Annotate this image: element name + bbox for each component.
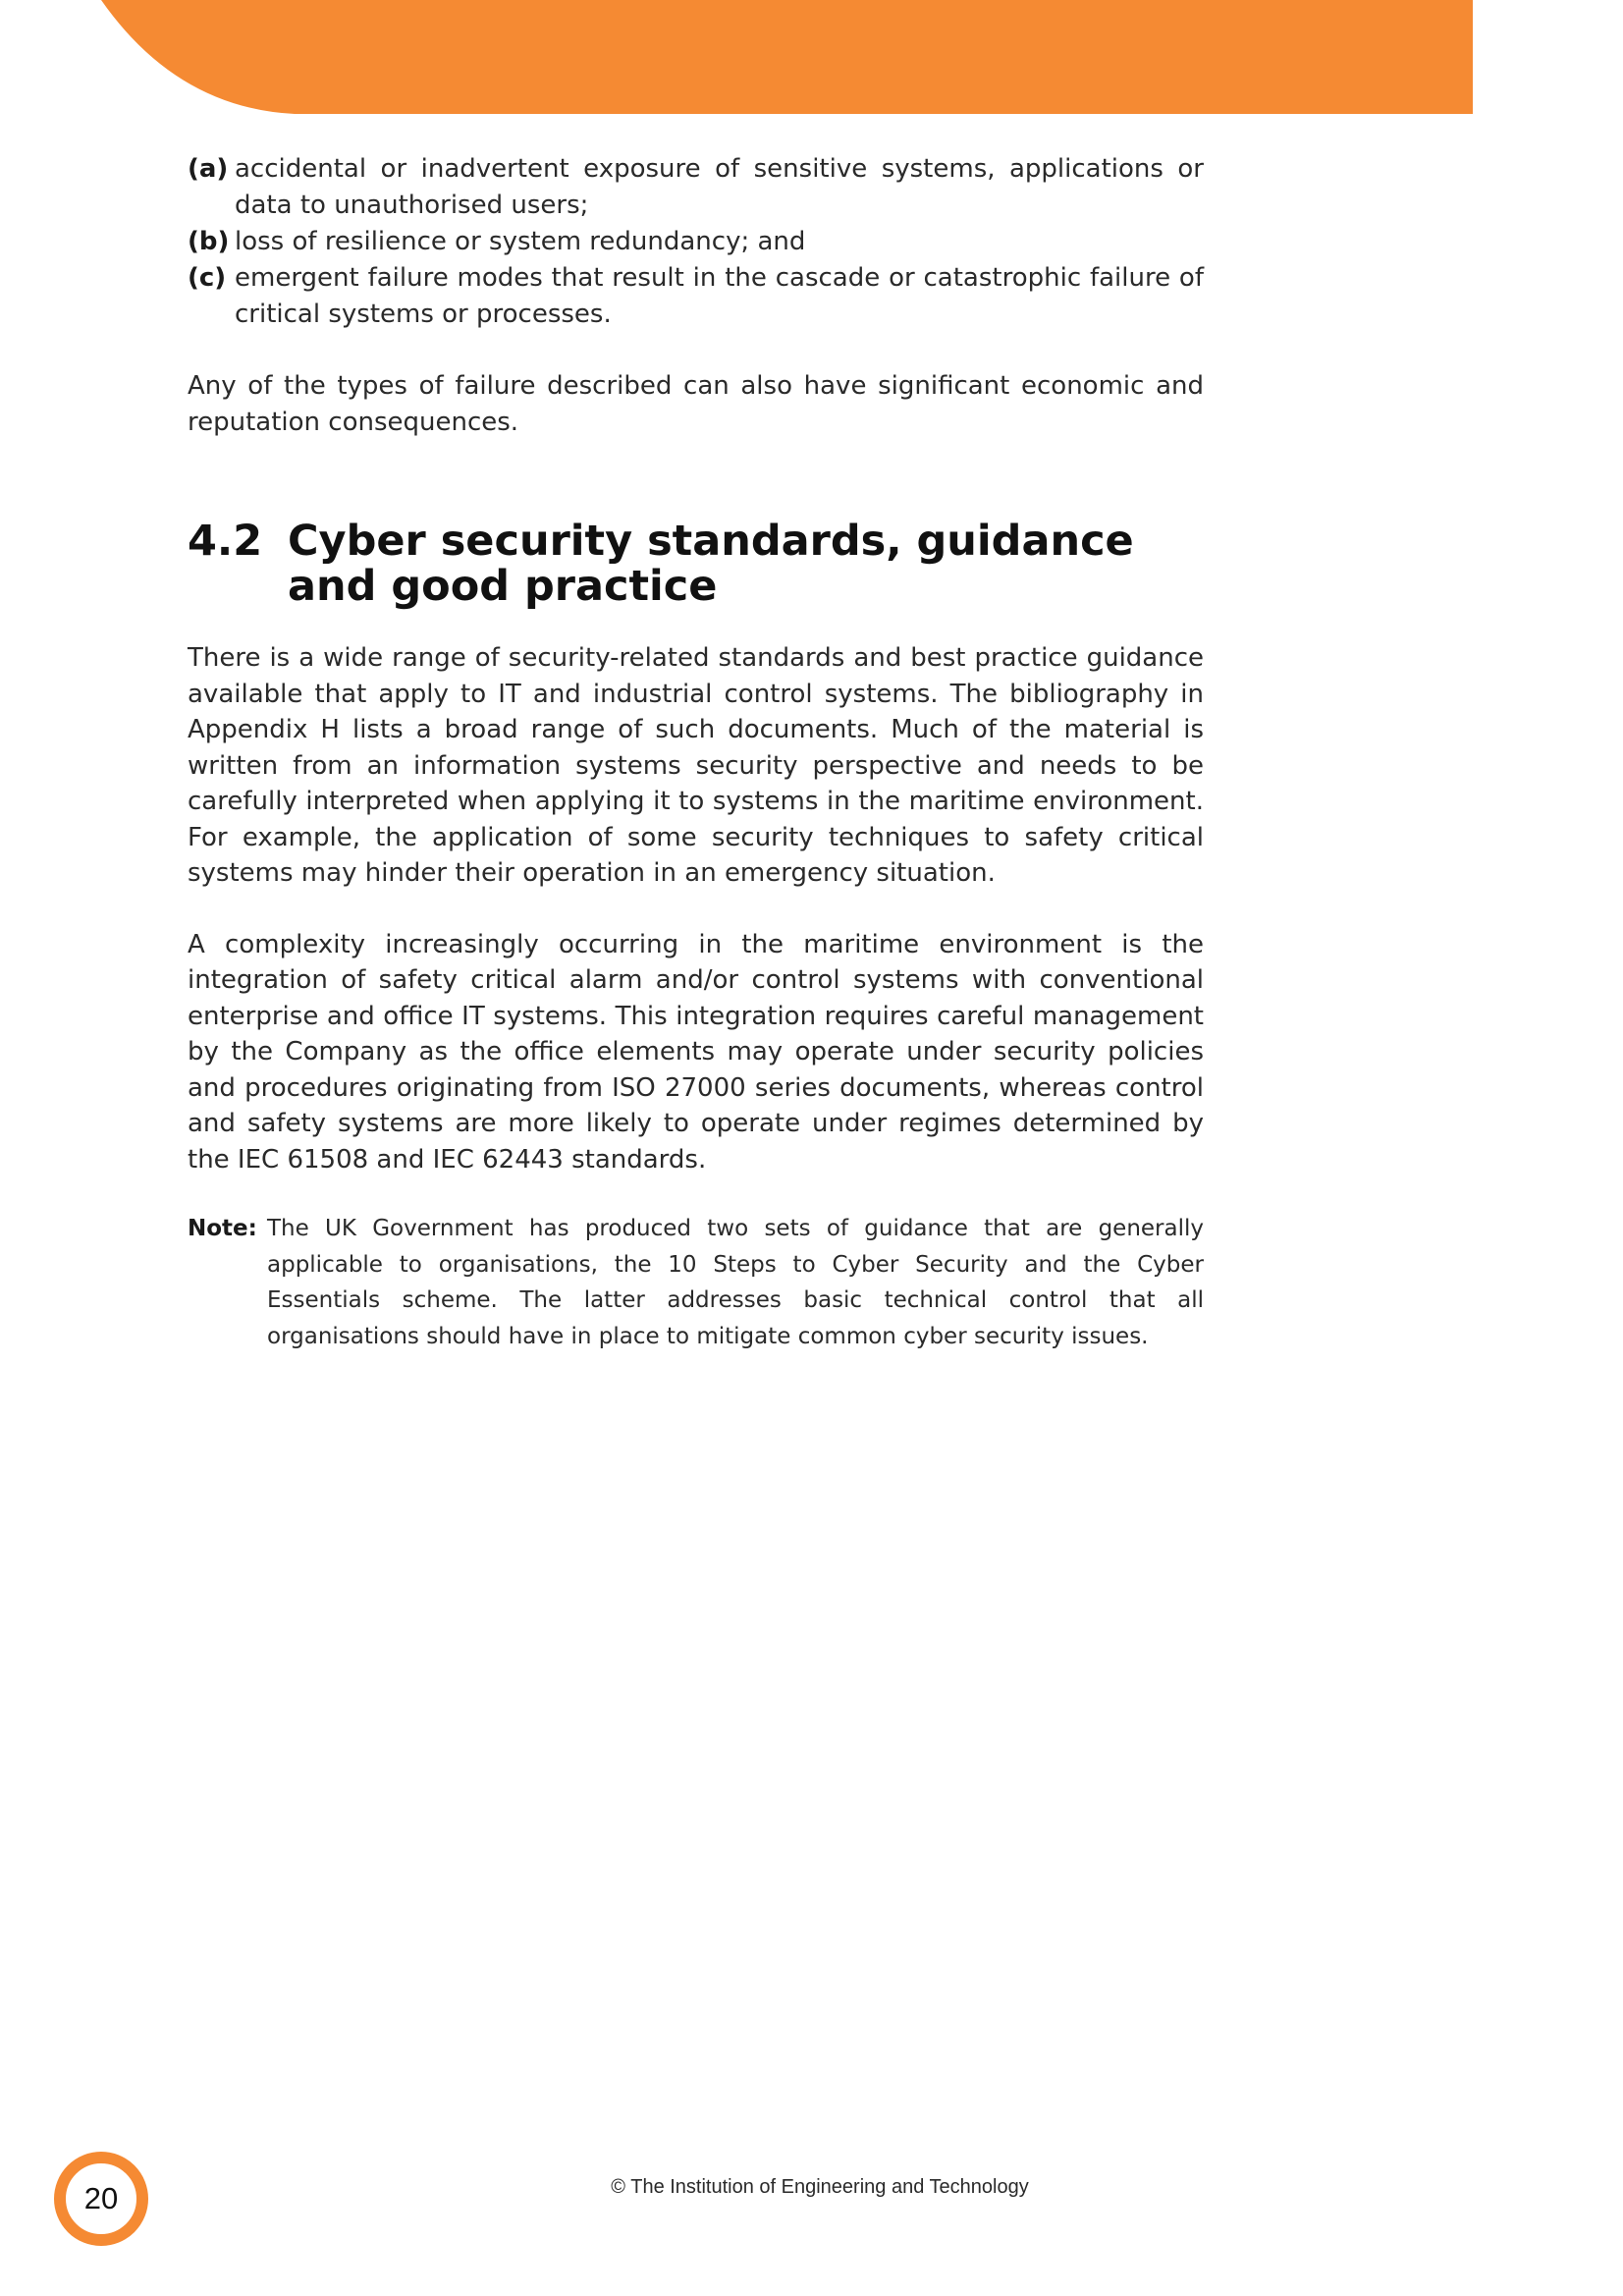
section-heading xyxy=(188,519,1204,609)
list-item xyxy=(188,224,1204,260)
note-text: The UK Government has produced two sets of guidance that are generally applicable to organisations, the 10 Steps to Cyber Security and the Cyber Essentials scheme. The latter addresses basic technical control that all organisations should have in place to mitigate common cyber security issues. xyxy=(267,1216,1204,1349)
list-item-text: accidental or inadvertent exposure of sensitive systems, applications or data to unauthorised users; xyxy=(235,154,1204,220)
list-item xyxy=(188,151,1204,224)
consequences-paragraph: Any of the types of failure described can also have significant economic and reputation consequences. xyxy=(188,371,1204,437)
integration-paragraph: A complexity increasingly occurring in the maritime environment is the integration of safety critical alarm and/or control systems with conventional enterprise and office IT systems. This integration requires careful management by the Company as the office elements may operate under security policies and procedures originating from ISO 27000 series documents, whereas control and safety systems are more likely to operate under regimes determined by the IEC 61508 and IEC 62443 standards. xyxy=(188,929,1204,1175)
header-orange-band xyxy=(0,0,1623,118)
footer-copyright: © The Institution of Engineering and Technology xyxy=(611,2176,1029,2198)
list-marker: (a) xyxy=(188,154,229,184)
failure-list xyxy=(188,151,1204,333)
list-item xyxy=(188,260,1204,333)
list-marker: (b) xyxy=(188,227,230,256)
page-content xyxy=(188,151,1204,1354)
page-number: 20 xyxy=(83,2181,119,2215)
section-number: 4.2 xyxy=(188,517,263,566)
note-label: Note: xyxy=(188,1216,257,1241)
list-item-text: emergent failure modes that result in the cascade or catastrophic failure of critical systems or processes. xyxy=(235,263,1204,329)
list-marker: (c) xyxy=(188,263,227,293)
section-title: Cyber security standards, guidance and good practice xyxy=(288,517,1134,611)
list-item-text: loss of resilience or system redundancy; and xyxy=(235,227,806,256)
note-block xyxy=(188,1211,1204,1354)
standards-paragraph: There is a wide range of security-related standards and best practice guidance available that apply to IT and industrial control systems. The bibliography in Appendix H lists a broad range of such documents. Much of the material is written from an information systems security perspective and needs to be carefully interpreted when applying it to systems in the maritime environment. For example, the application of some security techniques to safety critical systems may hinder their operation in an emergency situation. xyxy=(188,643,1204,888)
